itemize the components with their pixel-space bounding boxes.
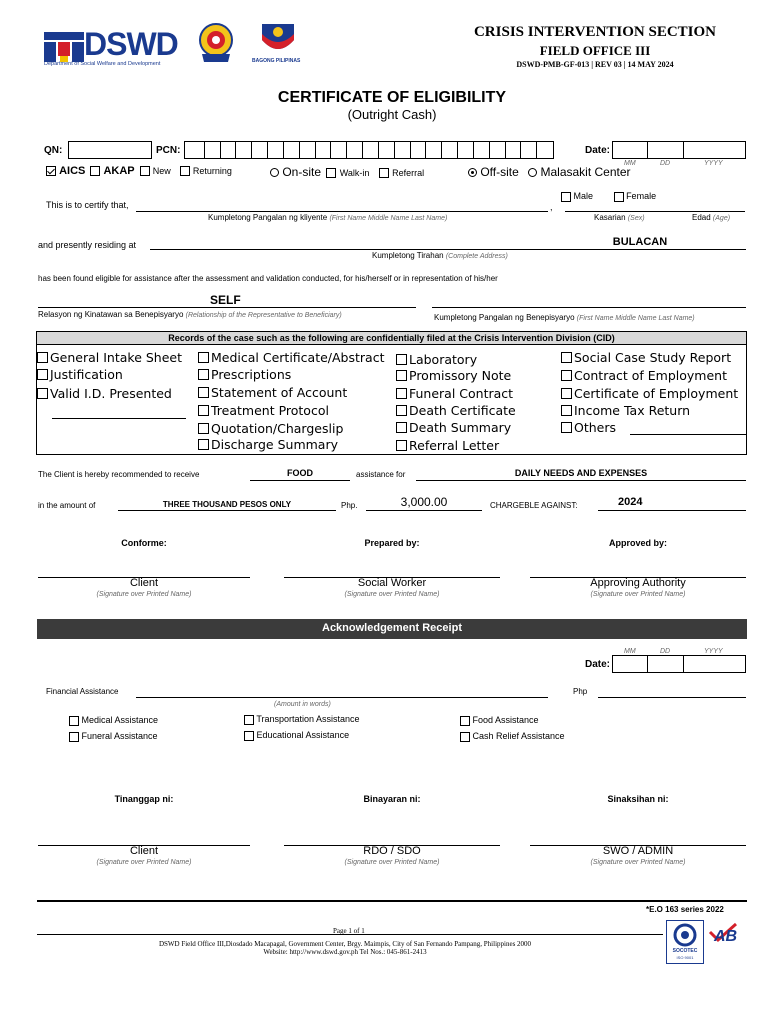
ab-text: AB (714, 928, 738, 945)
date-dd-hint: DD (660, 160, 671, 167)
record-item[interactable]: Death Summary (396, 420, 511, 435)
record-item[interactable]: Contract of Employment (561, 368, 727, 383)
ack-date-field[interactable] (612, 655, 746, 673)
medical-checkbox[interactable] (69, 716, 79, 726)
assistance-for-value[interactable]: DAILY NEEDS AND EXPENSES (514, 468, 648, 478)
socotec-badge (666, 920, 704, 964)
date-field[interactable] (612, 141, 746, 159)
footer-rule-top (37, 900, 747, 902)
seal-icon (198, 22, 234, 64)
signature-hint: (Signature over Printed Name) (344, 591, 440, 598)
aics-checkbox[interactable] (46, 166, 56, 176)
akap-label: AKAP (103, 165, 135, 177)
records-header: Records of the case such as the following are confidentially filed at the Crisis Intervention Division (CID) (36, 331, 747, 345)
dswd-emblem-icon (44, 30, 84, 64)
relationship-caption: Relasyon ng Kinatawan sa Benepisyaryo (Relationship of the Representative to Beneficiary) (38, 310, 342, 319)
food-checkbox[interactable] (460, 716, 470, 726)
program-row (46, 165, 232, 177)
ack-title-bar: Acknowledgement Receipt (37, 619, 747, 639)
record-item[interactable]: Justification (37, 367, 123, 382)
beneficiary-line[interactable] (432, 307, 746, 308)
chargeable-label: CHARGEBLE AGAINST: (490, 501, 578, 510)
signatory-role: Social Worker (357, 577, 427, 589)
dswd-wordmark: DSWD (84, 26, 178, 62)
returning-label: Returning (192, 166, 232, 176)
record-item[interactable]: Treatment Protocol (198, 403, 329, 418)
record-item[interactable]: Promissory Note (396, 368, 511, 383)
signature-hint: (Signature over Printed Name) (590, 859, 686, 866)
date-yyyy-hint: YYYY (704, 160, 723, 167)
qn-label: QN: (44, 145, 63, 156)
ack-date-yyyy-hint: YYYY (704, 648, 723, 655)
pcn-field[interactable] (184, 141, 554, 159)
sex-options (561, 191, 656, 202)
signatory-role: SWO / ADMIN (602, 845, 674, 857)
akap-checkbox[interactable] (90, 166, 100, 176)
amount-words[interactable]: THREE THOUSAND PESOS ONLY (162, 500, 292, 509)
footer-website: Website: http://www.dswd.gov.ph Tel Nos.: 045-861-2413 (263, 948, 427, 956)
recommend-value[interactable]: FOOD (287, 468, 313, 478)
offsite-row (468, 165, 631, 179)
bagong-pilipinas-logo (254, 20, 302, 68)
residing-label: and presently residing at (38, 240, 137, 250)
beneficiary-caption: Kumpletong Pangalan ng Benepisyaryo (First Name Middle Name Last Name) (434, 313, 695, 322)
signatory-heading: Binayaran ni: (363, 794, 421, 804)
amount-label: in the amount of (38, 501, 96, 510)
signatory-role: RDO / SDO (363, 845, 421, 857)
ack-type-educational: Educational Assistance (244, 730, 349, 741)
funeral-checkbox[interactable] (69, 732, 79, 742)
bagong-pilipinas-icon (254, 20, 302, 58)
record-item[interactable]: Certificate of Employment (561, 386, 738, 401)
malasakit-label: Malasakit Center (540, 165, 631, 179)
new-label: New (152, 166, 171, 176)
client-name-line[interactable] (136, 211, 548, 212)
date-label: Date: (585, 145, 611, 156)
form-code: DSWD-PMB-GF-013 | REV 03 | 14 MAY 2024 (516, 60, 674, 69)
dswd-logo (44, 28, 190, 68)
qn-field[interactable] (68, 141, 152, 159)
signatory-heading: Prepared by: (364, 538, 420, 548)
transport-checkbox[interactable] (244, 715, 254, 725)
amount-words-caption: (Amount in words) (274, 701, 331, 708)
signatory-heading: Conforme: (121, 538, 167, 548)
iso-text: ISO 9001 (676, 955, 694, 960)
ack-type-medical: Medical Assistance (69, 715, 158, 726)
record-item[interactable]: Social Case Study Report (561, 350, 731, 365)
record-item[interactable]: Prescriptions (198, 367, 291, 382)
record-item[interactable]: Death Certificate (396, 403, 516, 418)
financial-assistance-label: Financial Assistance (46, 687, 119, 696)
male-label: Male (573, 191, 594, 201)
record-item[interactable]: Medical Certificate/Abstract (198, 350, 384, 365)
pcn-label: PCN: (156, 145, 181, 156)
malasakit-radio[interactable] (528, 168, 537, 177)
relationship-line[interactable] (38, 307, 416, 308)
male-checkbox[interactable] (561, 192, 571, 202)
onsite-radio[interactable] (270, 168, 279, 177)
female-label: Female (626, 191, 657, 201)
record-item[interactable]: Laboratory (396, 352, 477, 367)
footer-address: DSWD Field Office III,Diosdado Macapagal, Government Center, Brgy. Maimpis, City of San Fernando Pampang, Philippines 2000 (158, 940, 532, 948)
record-item[interactable]: Funeral Contract (396, 386, 513, 401)
ack-type-cash: Cash Relief Assistance (460, 731, 565, 742)
date-mm-hint: MM (624, 160, 636, 167)
signatory-heading: Approved by: (608, 538, 667, 548)
address-line[interactable] (150, 249, 746, 250)
record-item[interactable]: Others (561, 420, 616, 435)
signatory-heading: Sinaksihan ni: (607, 794, 669, 804)
record-item[interactable]: Discharge Summary (198, 437, 338, 452)
assistance-for-label: assistance for (356, 470, 406, 479)
amount-words-line[interactable] (118, 510, 336, 511)
eligible-text: has been found eligible for assistance after the assessment and validation conducted, for his/herself or in representation of his/her (38, 274, 498, 283)
ack-date-mm-hint: MM (624, 648, 636, 655)
socotec-text: SOCOTEC (672, 948, 698, 954)
new-checkbox[interactable] (140, 166, 150, 176)
cash-checkbox[interactable] (460, 732, 470, 742)
ack-type-funeral: Funeral Assistance (69, 731, 158, 742)
comma: , (550, 202, 553, 212)
signatory-role: Client (129, 577, 159, 589)
record-item[interactable]: Quotation/Chargeslip (198, 421, 343, 436)
referral-checkbox[interactable] (379, 168, 389, 178)
field-office: FIELD OFFICE III (539, 43, 651, 58)
page-subtitle: (Outright Cash) (347, 107, 437, 122)
ack-date-dd-hint: DD (660, 648, 671, 655)
ack-type-transport: Transportation Assistance (244, 714, 360, 725)
footer-page: Page 1 of 1 (333, 927, 365, 935)
amount-value-line[interactable] (366, 510, 482, 511)
offsite-label: Off-site (480, 165, 519, 179)
certify-label: This is to certify that, (46, 200, 129, 210)
signature-hint: (Signature over Printed Name) (96, 859, 192, 866)
ack-date-label: Date: (585, 659, 611, 670)
relationship-value[interactable]: SELF (210, 293, 241, 307)
eo-note: *E.O 163 series 2022 (646, 905, 724, 914)
amount-value[interactable]: 3,000.00 (400, 495, 448, 509)
signature-hint: (Signature over Printed Name) (96, 591, 192, 598)
valid-id-line[interactable] (52, 418, 186, 419)
recommend-line[interactable] (250, 480, 350, 481)
signatory-heading: Tinanggap ni: (114, 794, 174, 804)
chargeable-line[interactable] (598, 510, 746, 511)
section-title: CRISIS INTERVENTION SECTION (473, 24, 717, 40)
aics-label: AICS (59, 165, 86, 177)
address-value[interactable]: BULACAN (612, 236, 668, 248)
ab-badge (706, 922, 746, 964)
record-item[interactable]: Statement of Account (198, 385, 347, 400)
female-checkbox[interactable] (614, 192, 624, 202)
walkin-label: Walk-in (339, 168, 370, 178)
socotec-icon (667, 923, 703, 947)
site-row (270, 165, 424, 179)
php2-line[interactable] (598, 697, 746, 698)
dswd-subtitle: Department of Social Welfare and Development (44, 61, 161, 67)
record-item[interactable]: General Intake Sheet (37, 350, 182, 365)
record-item[interactable]: Income Tax Return (561, 403, 690, 418)
assistance-for-line[interactable] (416, 480, 746, 481)
sex-caption: Kasarian (Sex) (594, 213, 645, 222)
recommend-label: The Client is hereby recommended to receive (38, 470, 200, 479)
walkin-checkbox[interactable] (326, 168, 336, 178)
record-item[interactable]: Valid I.D. Presented (37, 386, 172, 401)
php2-label: Php (573, 687, 588, 696)
signatory-role: Client (129, 845, 159, 857)
onsite-label: On-site (282, 165, 322, 179)
php-label: Php. (341, 501, 358, 510)
others-line[interactable] (630, 434, 746, 435)
record-item[interactable]: Referral Letter (396, 438, 499, 453)
page-title: CERTIFICATE OF ELIGIBILITY (277, 89, 507, 106)
ack-type-food: Food Assistance (460, 715, 539, 726)
sex-age-line[interactable] (565, 211, 745, 212)
signature-hint: (Signature over Printed Name) (590, 591, 686, 598)
bagong-pilipinas-text: BAGONG PILIPINAS (252, 58, 301, 64)
client-name-caption: Kumpletong Pangalan ng kliyente (First Name Middle Name Last Name) (208, 213, 448, 222)
offsite-radio[interactable] (468, 168, 477, 177)
signatory-role: Approving Authority (590, 577, 686, 589)
chargeable-value[interactable]: 2024 (618, 496, 643, 508)
financial-assistance-line[interactable] (136, 697, 548, 698)
educational-checkbox[interactable] (244, 731, 254, 741)
returning-checkbox[interactable] (180, 166, 190, 176)
signature-hint: (Signature over Printed Name) (344, 859, 440, 866)
age-caption: Edad (Age) (692, 213, 731, 222)
referral-label: Referral (392, 168, 425, 178)
address-caption: Kumpletong Tirahan (Complete Address) (372, 251, 508, 260)
